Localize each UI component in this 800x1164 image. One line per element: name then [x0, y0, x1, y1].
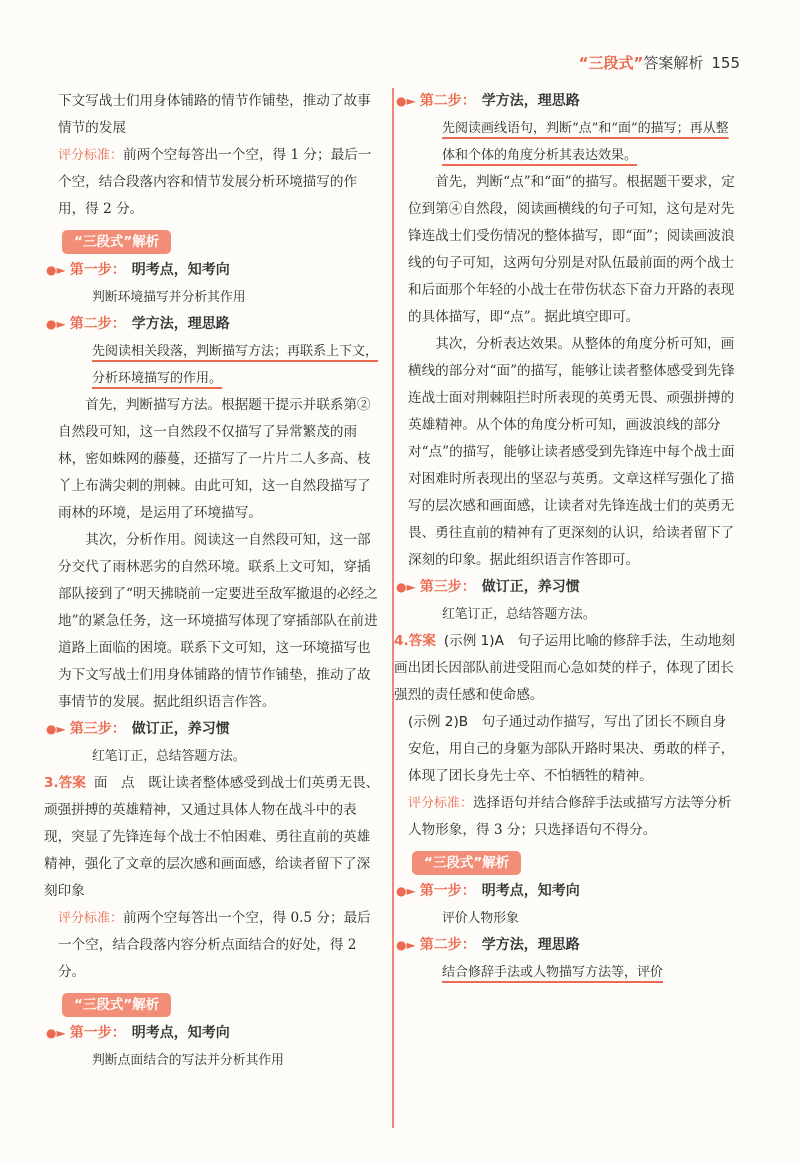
step-title: 学方法，理思路: [131, 316, 230, 332]
scoring-label: 评分标准：: [58, 911, 124, 926]
q3-step-3-text: 红笔订正，总结答题方法。: [442, 607, 596, 622]
intro-paragraph: 下文写战士们用身体铺路的情节作铺垫，推动了故事情节的发展: [58, 93, 371, 136]
scoring-text: 前两个空每答出一个空，得 1 分；最后一个空，结合段落内容和情节发展分析环境描写的作用，得 2 分。: [58, 147, 372, 217]
step-label: 第二步：: [419, 93, 476, 109]
step-1-heading: [46, 257, 380, 284]
q3-step-1-heading: [46, 1020, 380, 1047]
answer-example-1: (示例 1)A 句子运用比喻的修辞手法，生动地刻画出团长因部队前进受阻而心急如焚的样子，体现了团长强烈的责任感和使命感。: [394, 633, 735, 703]
q4-step-1-text: 评价人物形象: [442, 911, 519, 926]
method-highlight: 结合修辞手法或人物描写方法等，评价: [442, 965, 664, 980]
analysis-tag: “三段式”解析: [62, 993, 171, 1017]
step-label: 第三步：: [69, 721, 126, 737]
answer-label: 答案: [58, 775, 86, 791]
arrow-icon: ●►: [396, 884, 416, 898]
q3-step-2-paragraph-2: 其次，分析表达效果。从整体的角度分析可知，画横线的部分对“面”的描写，能够让读者整体感受到先锋连战士面对荆棘阻拦时所表现的英勇无畏、顽强拼搏的英雄精神。从个体的角度分析可知，画波浪线的部分对“点”的描写，能够让读者感受到先锋连中每个战士面对困难时所表现出的坚忍与英勇。文章这样写强化了描写的层次感和画面感，让读者对先锋连战士们的英勇无畏、勇往直前的精神有了更深刻的认识，给读者留下了深刻的印象。据此组织语言作答即可。: [408, 336, 735, 568]
scoring-standard-2: [58, 142, 380, 223]
page-header: [579, 52, 740, 73]
step-label: 第一步：: [69, 1025, 126, 1041]
analysis-tag: “三段式”解析: [412, 851, 521, 875]
analysis-tag: “三段式”解析: [62, 230, 171, 254]
step-label: 第一步：: [69, 262, 126, 278]
step-title: 做订正，养习惯: [131, 721, 230, 737]
answer-text: 面 点 既让读者整体感受到战士们英勇无畏、顽强拼搏的英雄精神，又通过具体人物在战斗中的表现，突显了先锋连每个战士不怕困难、勇往直前的英雄精神，强化了文章的层次感和画面感，给读者留下了深刻印象: [44, 775, 380, 899]
arrow-icon: ●►: [396, 580, 416, 594]
q4-step-1-heading: [396, 878, 738, 905]
step-title: 学方法，理思路: [481, 93, 580, 109]
step-3-heading: [46, 716, 380, 743]
header-title: 答案解析: [643, 54, 704, 72]
scoring-standard-4: [408, 790, 738, 844]
method-highlight: 先阅读相关段落，判断描写方法；再联系上下文，分析环境描写的作用。: [92, 344, 379, 386]
scoring-label: 评分标准：: [58, 148, 124, 163]
answer-label: 答案: [408, 633, 436, 649]
scoring-label: 评分标准：: [408, 796, 474, 811]
question-number: 4.: [394, 633, 409, 649]
q4-step-2-heading: [396, 932, 738, 959]
step-2-paragraph-2: 其次，分析作用。阅读这一自然段可知，这一部分交代了雨林恶劣的自然环境。联系上文可知，穿插部队接到了“明天拂晓前一定要进至敌军撤退的必经之地”的紧急任务，这一环境描写体现了穿插部队在前进道路上面临的困境。联系下文可知，这一环境描写也为下文写战士们用身体铺路的情节作铺垫，推动了故事情节的发展。据此组织语言作答。: [58, 532, 378, 710]
step-title: 明考点，知考向: [131, 1025, 230, 1041]
arrow-icon: ●►: [46, 263, 66, 277]
right-column: [394, 88, 738, 986]
page-number: 155: [711, 54, 740, 72]
arrow-icon: ●►: [46, 317, 66, 331]
step-3-text: 红笔订正，总结答题方法。: [92, 749, 246, 764]
q3-step-1-text: 判断点面结合的写法并分析其作用: [92, 1053, 284, 1068]
answer-3: [44, 770, 380, 905]
step-title: 学方法，理思路: [481, 937, 580, 953]
step-title: 做订正，养习惯: [481, 579, 580, 595]
header-brand: “三段式”: [578, 54, 644, 72]
arrow-icon: ●►: [46, 722, 66, 736]
answer-example-2: (示例 2)B 句子通过动作描写，写出了团长不顾自身安危，用自己的身躯为部队开路时果决、勇敢的样子，体现了团长身先士卒、不怕牺牲的精神。: [408, 714, 735, 784]
method-highlight: 先阅读画线语句，判断“点”和“面”的描写；再从整体和个体的角度分析其表达效果。: [442, 121, 729, 163]
step-title: 明考点，知考向: [131, 262, 230, 278]
step-2-paragraph-1: 首先，判断描写方法。根据题干提示并联系第②自然段可知，这一自然段不仅描写了异常繁茂的雨林，密如蛛网的藤蔓，还描写了一片片二人多高、枝丫上布满尖刺的荆棘。由此可知，这一自然段描写了雨林的环境，是运用了环境描写。: [58, 397, 371, 521]
step-label: 第三步：: [419, 579, 476, 595]
step-1-text: 判断环境描写并分析其作用: [92, 290, 246, 305]
scoring-text: 前两个空每答出一个空，得 0.5 分；最后一个空，结合段落内容分析点面结合的好处，得 2 分。: [58, 910, 371, 980]
step-label: 第一步：: [419, 883, 476, 899]
step-2-heading: [46, 311, 380, 338]
step-label: 第二步：: [419, 937, 476, 953]
step-title: 明考点，知考向: [481, 883, 580, 899]
step-label: 第二步：: [69, 316, 126, 332]
answer-4: [394, 628, 738, 709]
arrow-icon: ●►: [396, 94, 416, 108]
scoring-text: 选择语句并结合修辞手法或描写方法等分析人物形象，得 3 分；只选择语句不得分。: [408, 795, 732, 838]
question-number: 3.: [44, 775, 59, 791]
arrow-icon: ●►: [396, 938, 416, 952]
arrow-icon: ●►: [46, 1026, 66, 1040]
q3-step-2-heading: [396, 88, 738, 115]
column-divider: [392, 88, 394, 1128]
q3-step-3-heading: [396, 574, 738, 601]
scoring-standard-3: [58, 905, 380, 986]
q3-step-2-paragraph-1: 首先，判断“点”和“面”的描写。根据题干要求，定位到第④自然段，阅读画横线的句子可知，这句是对先锋连战士们受伤情况的整体描写，即“面”；阅读画波浪线的句子可知，这两句分别是对队伍最前面的两个战士和后面那个年轻的小战士在带伤状态下奋力开路的表现的具体描写，即“点”。据此填空即可。: [408, 174, 735, 325]
left-column: [44, 88, 380, 1074]
